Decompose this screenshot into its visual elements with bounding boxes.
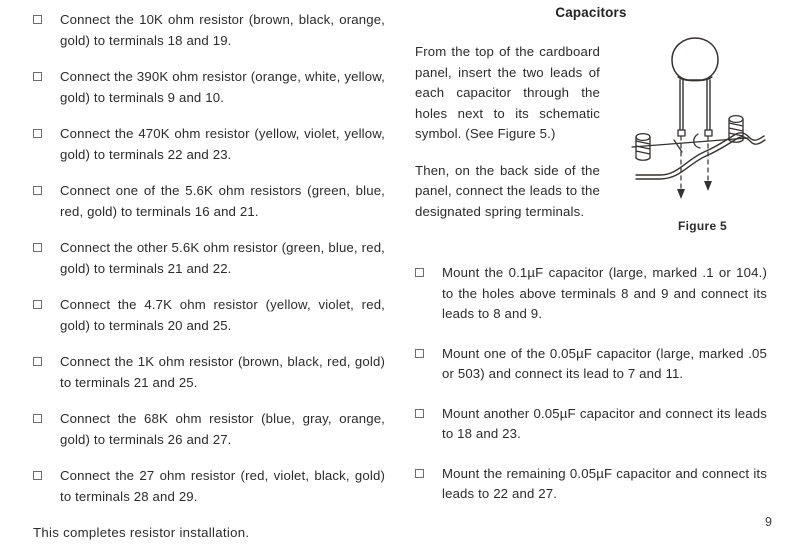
list-item-label: Connect the 10K ohm resistor (brown, black, orange, gold) to terminals 18 and 19. — [60, 12, 385, 48]
list-item[interactable] — [33, 409, 385, 450]
panel-hole-right — [705, 130, 712, 136]
list-item-label: Mount another 0.05µF capacitor and connect its leads to 18 and 23. — [442, 405, 767, 441]
checkbox-icon[interactable] — [33, 471, 42, 480]
list-item-label: Connect the 4.7K ohm resistor (yellow, violet, red, gold) to terminals 20 and 25. — [60, 297, 385, 333]
checkbox-icon[interactable] — [415, 268, 424, 277]
capacitor-checklist — [415, 263, 767, 505]
intro-and-figure-block — [415, 42, 767, 257]
list-item[interactable] — [33, 352, 385, 393]
lead-bend-right — [694, 134, 700, 148]
right-column — [415, 0, 767, 524]
checkbox-icon[interactable] — [33, 15, 42, 24]
figure-caption: Figure 5 — [677, 219, 728, 233]
page-title: Capacitors — [555, 5, 627, 20]
list-item-label: Connect one of the 5.6K ohm resistors (green, blue, red, gold) to terminals 16 and 21. — [60, 183, 385, 219]
capacitor-mounting-illustration — [630, 34, 775, 212]
checkbox-icon[interactable] — [415, 349, 424, 358]
list-item[interactable] — [33, 466, 385, 507]
panel-hole-left — [678, 130, 685, 136]
checkbox-icon[interactable] — [33, 72, 42, 81]
spring-terminal-left — [636, 134, 650, 161]
list-item[interactable] — [33, 10, 385, 51]
list-item[interactable] — [33, 295, 385, 336]
list-item[interactable] — [33, 67, 385, 108]
list-item[interactable] — [415, 404, 767, 445]
panel-back-wire-upper — [636, 133, 764, 175]
list-item[interactable] — [33, 238, 385, 279]
checkbox-icon[interactable] — [33, 300, 42, 309]
list-item-label: Connect the 470K ohm resistor (yellow, violet, yellow, gold) to terminals 22 and 23. — [60, 126, 385, 162]
list-item-label: Connect the 27 ohm resistor (red, violet, black, gold) to terminals 28 and 29. — [60, 468, 385, 504]
intro-text-block — [415, 42, 600, 222]
list-item-label: Mount one of the 0.05µF capacitor (large, marked .05 or 503) and connect its lead to 7 and 11. — [442, 345, 767, 381]
list-item[interactable] — [415, 263, 767, 325]
list-item-label: Connect the 1K ohm resistor (brown, black, red, gold) to terminals 21 and 25. — [60, 354, 385, 390]
section-closing-text: This completes resistor installation. — [33, 525, 250, 540]
list-item-label: Connect the 390K ohm resistor (orange, white, yellow, gold) to terminals 9 and 10. — [60, 69, 385, 105]
checkbox-icon[interactable] — [415, 409, 424, 418]
list-item[interactable] — [33, 124, 385, 165]
intro-paragraph-1: From the top of the cardboard panel, insert the two leads of each capacitor through the holes next to its schematic symbol. (See Figure 5.) — [415, 44, 600, 141]
list-item[interactable] — [415, 344, 767, 385]
checkbox-icon[interactable] — [33, 414, 42, 423]
intro-paragraph-2: Then, on the back side of the panel, connect the leads to the designated spring terminals. — [415, 162, 600, 219]
checkbox-icon[interactable] — [415, 469, 424, 478]
checkbox-icon[interactable] — [33, 357, 42, 366]
left-column — [33, 0, 385, 544]
list-item-label: Mount the 0.1µF capacitor (large, marked .1 or 104.) to the holes above terminals 8 and 9 and connect its leads to 8 and 9. — [442, 265, 767, 321]
list-item[interactable] — [415, 464, 767, 505]
list-item-label: Mount the remaining 0.05µF capacitor and connect its leads to 22 and 27. — [442, 465, 767, 501]
checkbox-icon[interactable] — [33, 243, 42, 252]
list-item-label: Connect the 68K ohm resistor (blue, gray, orange, gold) to terminals 26 and 27. — [60, 411, 385, 447]
checkbox-icon[interactable] — [33, 129, 42, 138]
figure-5 — [630, 34, 775, 233]
direction-arrows — [677, 181, 712, 199]
page-number: 9 — [765, 515, 772, 529]
list-item-label: Connect the other 5.6K ohm resistor (green, blue, red, gold) to terminals 21 and 22. — [60, 240, 385, 276]
checkbox-icon[interactable] — [33, 186, 42, 195]
capacitor-disc-outline — [672, 38, 718, 80]
panel-back-wire-lower — [636, 137, 765, 179]
list-item[interactable] — [33, 181, 385, 222]
